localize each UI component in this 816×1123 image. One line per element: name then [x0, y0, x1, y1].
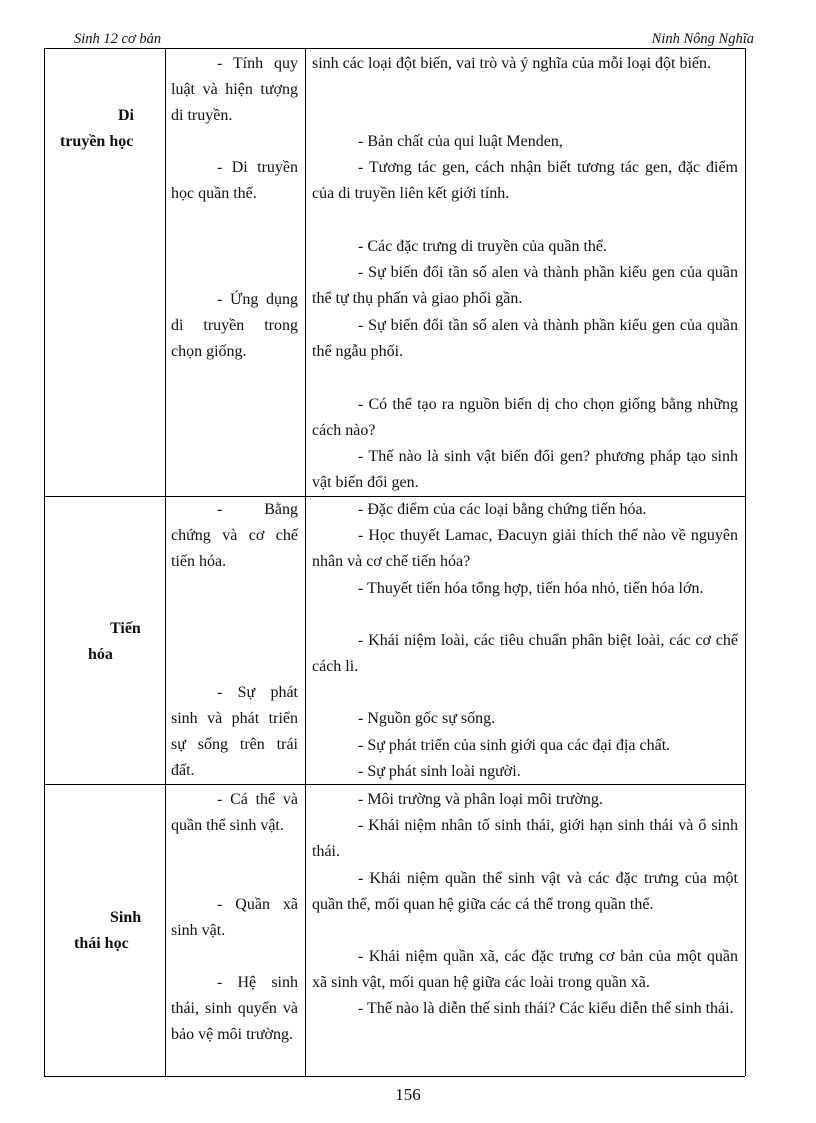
subtopic-item: - Ứng dụng di truyền trong chọn giống.	[171, 291, 298, 360]
content-item	[312, 155, 738, 207]
table-border-bottom	[44, 1076, 745, 1077]
content-item	[312, 523, 738, 575]
content-text: - Khái niệm nhân tố sinh thái, giới hạn sinh thái và ổ sinh thái.	[312, 817, 738, 860]
content-text: - Thế nào là diễn thế sinh thái? Các kiểu diễn thế sinh thái.	[358, 1000, 734, 1017]
topic-line: truyền học	[60, 133, 134, 150]
content-text: - Sự biến đổi tần số alen và thành phần kiểu gen của quần thể tự thụ phấn và giao phối gần.	[312, 264, 738, 307]
content-text: sinh các loại đột biến, vai trò và ý nghĩa của mỗi loại đột biến.	[312, 55, 712, 72]
topic-line: hóa	[88, 646, 113, 663]
subtopic-item: - Di truyền học quần thể.	[171, 159, 298, 202]
subtopic-item: - Quần xã sinh vật.	[171, 896, 298, 939]
subtopic-cell	[171, 287, 298, 365]
content-item	[312, 392, 738, 444]
content-item	[312, 996, 738, 1022]
content-text: - Khái niệm quần thể sinh vật và các đặc trưng của một quần thể, mối quan hệ giữa các cá thể trong quần thể.	[312, 870, 738, 913]
content-item	[312, 313, 738, 365]
subtopic-item: - Tính quy luật và hiện tượng di truyền.	[171, 55, 298, 124]
content-item	[312, 787, 738, 813]
content-item	[312, 129, 738, 155]
table-border-right	[745, 48, 746, 1076]
subtopic-item: - Sự phát sinh và phát triển sự sống trên trái đất.	[171, 684, 298, 779]
content-text: - Tương tác gen, cách nhận biết tương tác gen, đặc điểm của di truyền liên kết giới tính.	[312, 159, 738, 202]
subtopic-cell	[171, 497, 298, 575]
content-text: - Đặc điểm của các loại bằng chứng tiến hóa.	[358, 501, 647, 518]
subtopic-cell	[171, 970, 298, 1048]
content-item	[312, 944, 738, 996]
content-text: - Thế nào là sinh vật biến đổi gen? phương pháp tạo sinh vật biến đổi gen.	[312, 448, 738, 491]
subtopic-cell	[171, 680, 298, 784]
subtopic-cell	[171, 892, 298, 944]
content-item	[312, 576, 738, 602]
topic-line: Tiến	[110, 620, 141, 637]
content-text: - Nguồn gốc sự sống.	[358, 710, 496, 727]
subtopic-cell	[171, 787, 298, 839]
content-text: - Thuyết tiến hóa tổng hợp, tiến hóa nhỏ, tiến hóa lớn.	[358, 580, 704, 597]
subtopic-item: - Bằng chứng và cơ chế tiến hóa.	[171, 501, 298, 570]
content-item	[312, 706, 738, 732]
subtopic-cell	[171, 51, 298, 129]
subtopic-item: - Hệ sinh thái, sinh quyển và bảo vệ môi trường.	[171, 974, 298, 1043]
content-text: - Môi trường và phân loại môi trường.	[358, 791, 603, 808]
content-item	[312, 444, 738, 496]
page-number: 156	[395, 1085, 421, 1104]
content-item	[312, 628, 738, 680]
content-text: - Học thuyết Lamac, Đacuyn giải thích thế nào về nguyên nhân và cơ chế tiến hóa?	[312, 527, 738, 570]
topic-line: Sinh	[110, 909, 142, 926]
content-item	[312, 497, 738, 523]
content-item	[312, 234, 738, 260]
content-item	[312, 733, 738, 759]
content-text: - Sự phát sinh loài người.	[358, 763, 521, 780]
content-item	[312, 866, 738, 918]
content-item	[312, 759, 738, 785]
header-rule	[44, 48, 745, 49]
content-text: - Có thể tạo ra nguồn biến dị cho chọn giống bằng những cách nào?	[312, 396, 738, 439]
table-divider-1	[165, 48, 166, 1076]
topic-line: thái học	[74, 935, 129, 952]
content-text: - Khái niệm loài, các tiêu chuẩn phân biệt loài, các cơ chế cách li.	[312, 632, 738, 675]
content-text: - Sự biến đổi tần số alen và thành phần kiểu gen của quần thể ngẫu phối.	[312, 317, 738, 360]
content-item	[312, 813, 738, 865]
content-text: - Bản chất của qui luật Menden,	[358, 133, 563, 150]
subtopic-cell	[171, 155, 298, 207]
content-item	[312, 260, 738, 312]
content-text: - Khái niệm quần xã, các đặc trưng cơ bản của một quần xã sinh vật, mối quan hệ giữa các loài trong quần xã.	[312, 948, 738, 991]
content-text: - Các đặc trưng di truyền của quần thể.	[358, 238, 608, 255]
table-border-left	[44, 48, 45, 1076]
content-item	[312, 51, 738, 77]
header-subject: Sinh 12 cơ bản	[74, 31, 162, 47]
table-divider-2	[305, 48, 306, 1076]
header-author: Ninh Nông Nghĩa	[651, 31, 754, 47]
content-text: - Sự phát triển của sinh giới qua các đại địa chất.	[358, 737, 671, 754]
topic-line: Di	[118, 107, 134, 124]
subtopic-item: - Cá thể và quần thể sinh vật.	[171, 791, 298, 834]
